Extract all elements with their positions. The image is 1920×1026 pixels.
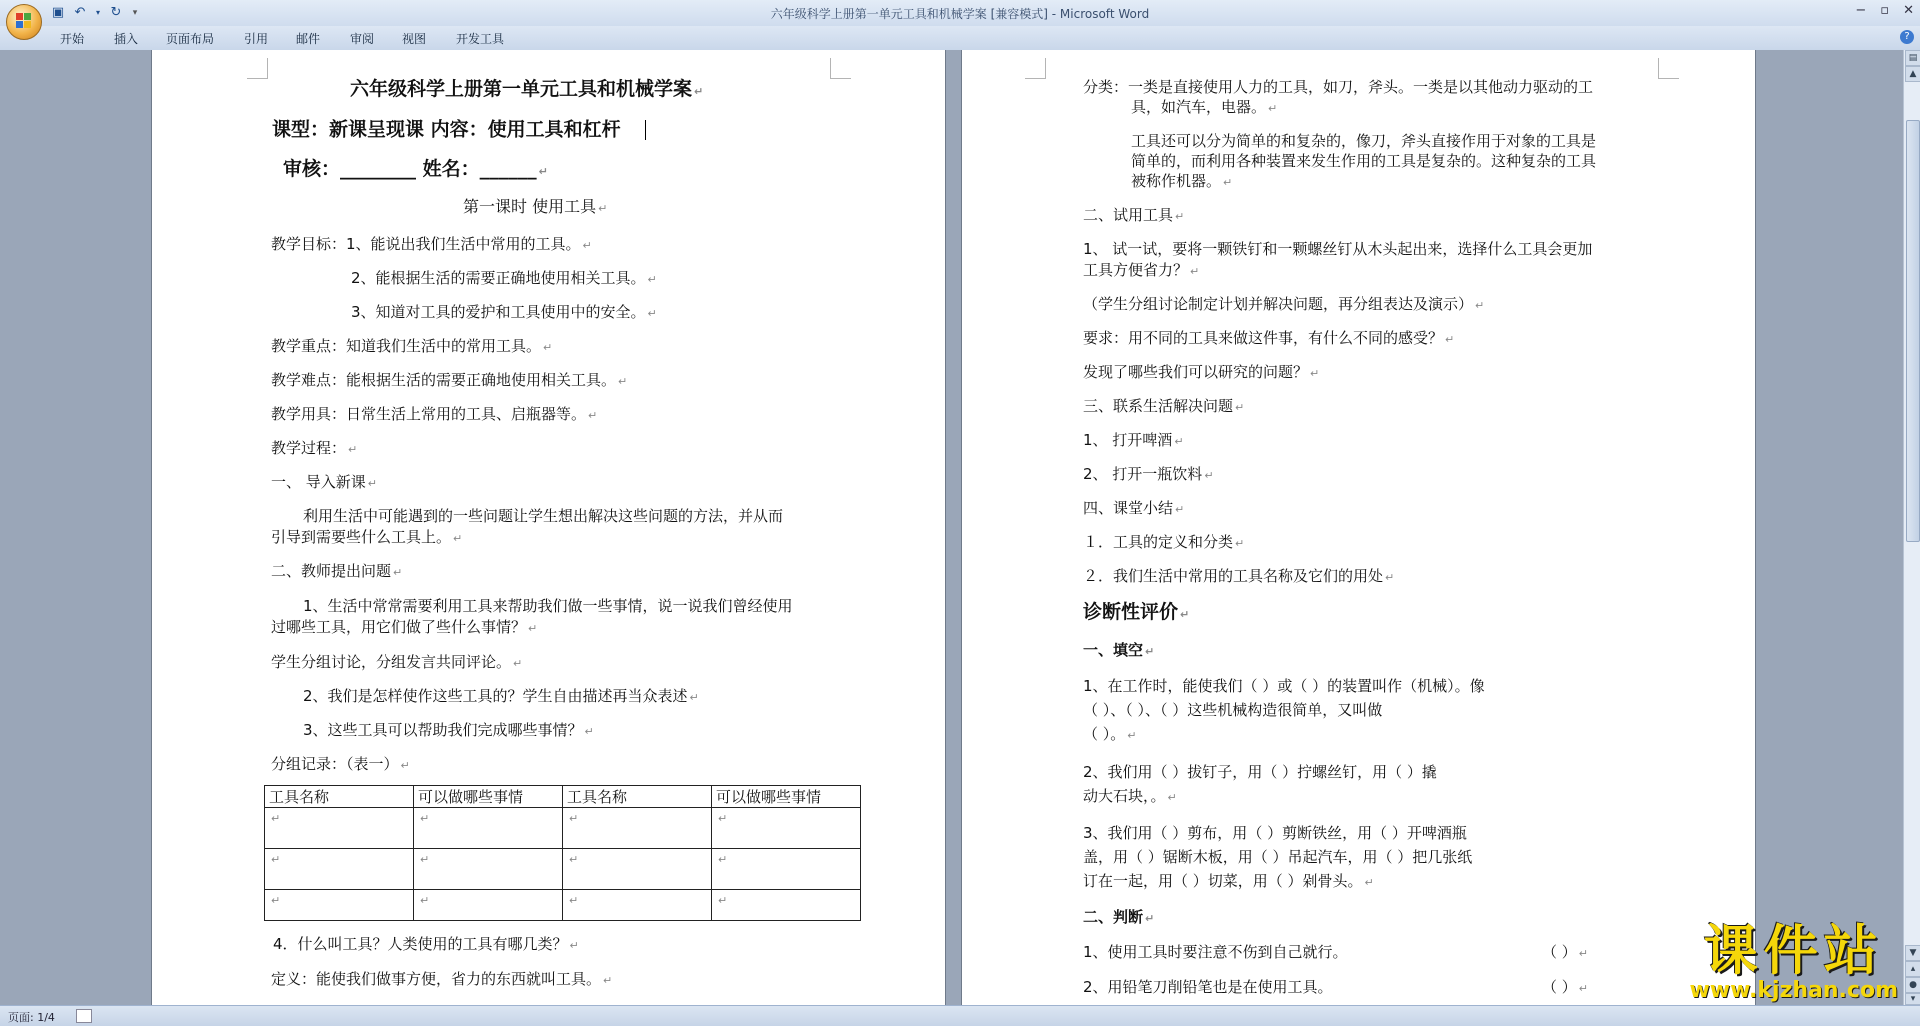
fill-1-line3: （ ）。 ↵	[1083, 725, 1137, 743]
teaching-tools: 教学用具：日常生活上常用的工具、启瓶器等。 ↵	[271, 405, 598, 423]
table-header-row	[265, 786, 861, 808]
scroll-thumb[interactable]	[1906, 120, 1920, 542]
intro-paragraph-line1: 利用生活中可能遇到的一些问题让学生想出解决这些问题的方法，并从而	[303, 507, 784, 525]
undo-icon[interactable]: ↶	[74, 5, 86, 20]
scroll-up-icon[interactable]: ▲	[1905, 66, 1920, 82]
review-line: 审核：________ 姓名：______ ↵	[283, 158, 548, 180]
ruler-toggle-icon[interactable]: ▤	[1905, 50, 1920, 66]
table-cell[interactable]: ↵	[712, 890, 861, 921]
goal-2: 2、能根据生活的需要正确地使用相关工具。 ↵	[351, 269, 657, 287]
tab-review[interactable]: 审阅	[350, 32, 375, 46]
judge-heading: 二、判断 ↵	[1083, 908, 1155, 926]
fill-3-line3: 订在一起，用（ ）切菜，用（ ）剁骨头。 ↵	[1083, 872, 1374, 890]
table-cell[interactable]: ↵	[265, 849, 414, 890]
title-bar	[0, 0, 1920, 27]
table-cell[interactable]: ↵	[563, 890, 712, 921]
help-icon[interactable]: ?	[1900, 30, 1914, 44]
watermark-url: www.kjzhan.com	[1689, 978, 1898, 1003]
tab-page-layout[interactable]: 页面布局	[166, 32, 215, 46]
judge-2-answer[interactable]: （ ） ↵	[1542, 978, 1588, 996]
document-area	[0, 50, 1904, 1005]
fill-2-line1: 2、我们用（ ）拔钉子，用（ ）拧螺丝钉，用（ ）撬	[1083, 763, 1437, 781]
table-header-cell[interactable]: 工具名称	[265, 786, 414, 808]
classification-line2: 具，如汽车，电器。 ↵	[1131, 98, 1278, 116]
definition: 定义：能使我们做事方便，省力的东西就叫工具。 ↵	[271, 970, 613, 988]
document-title: 六年级科学上册第一单元工具和机械学案 ↵	[350, 78, 704, 100]
window-title: 六年级科学上册第一单元工具和机械学案 [兼容模式] - Microsoft Word	[770, 7, 1150, 21]
crop-mark	[247, 58, 268, 79]
crop-mark	[830, 58, 851, 79]
window-controls	[1855, 3, 1914, 18]
redo-icon[interactable]: ↻	[110, 5, 122, 20]
life-item-2: 2、 打开一瓶饮料 ↵	[1083, 465, 1214, 483]
goal-1: 教学目标：1、能说出我们生活中常用的工具。 ↵	[271, 235, 592, 253]
group-record: 分组记录：（表一） ↵	[271, 755, 410, 773]
scroll-down-icon[interactable]: ▼	[1905, 945, 1920, 961]
next-page-icon[interactable]: ▾	[1905, 993, 1920, 1005]
watermark-title: 课件站	[1703, 919, 1884, 982]
group-plan: （学生分组讨论制定计划并解决问题，再分组表达及演示） ↵	[1083, 295, 1485, 313]
table-row	[265, 890, 861, 921]
requirement: 要求：用不同的工具来做这件事，有什么不同的感受？ ↵	[1083, 329, 1455, 347]
document-page-1[interactable]	[152, 50, 945, 1005]
section-try-tools: 二、试用工具 ↵	[1083, 206, 1185, 224]
undo-dropdown-icon[interactable]: ▾	[95, 8, 100, 17]
ribbon-tabs	[0, 26, 1920, 51]
select-browse-object-icon[interactable]: ●	[1905, 977, 1920, 993]
minimize-icon[interactable]: −	[1855, 3, 1867, 18]
summary-1: １．工具的定义和分类 ↵	[1083, 533, 1245, 551]
tab-insert[interactable]: 插入	[114, 32, 139, 46]
save-icon[interactable]: ▣	[51, 5, 65, 20]
question-3: 3、这些工具可以帮助我们完成哪些事情？ ↵	[303, 721, 594, 739]
table-cell[interactable]: ↵	[414, 849, 563, 890]
question-1-line2: 过哪些工具，用它们做了些什么事情？ ↵	[271, 618, 538, 636]
table-row	[265, 849, 861, 890]
vertical-scrollbar[interactable]	[1903, 50, 1920, 1005]
document-page-2[interactable]	[962, 50, 1755, 1005]
try-line1: 1、 试一试，要将一颗铁钉和一颗螺丝钉从木头起出来，选择什么工具会更加	[1083, 240, 1593, 258]
tab-developer[interactable]: 开发工具	[456, 32, 505, 46]
simple-complex-line1: 工具还可以分为简单的和复杂的，像刀，斧头直接作用于对象的工具是	[1131, 132, 1597, 150]
try-line2: 工具方便省力？ ↵	[1083, 261, 1200, 279]
table-row	[265, 808, 861, 849]
page-count[interactable]: 页面: 1/4	[8, 1011, 55, 1024]
life-item-1: 1、 打开啤酒 ↵	[1083, 431, 1184, 449]
section-summary: 四、课堂小结 ↵	[1083, 499, 1185, 517]
classification-line1: 分类：一类是直接使用人力的工具，如刀，斧头。一类是以其他动力驱动的工	[1083, 78, 1594, 96]
table-header-cell[interactable]: 可以做哪些事情	[414, 786, 563, 808]
table-header-cell[interactable]: 工具名称	[563, 786, 712, 808]
table-cell[interactable]: ↵	[712, 808, 861, 849]
table-cell[interactable]: ↵	[414, 890, 563, 921]
simple-complex-line3: 被称作机器。 ↵	[1131, 172, 1233, 190]
office-button[interactable]	[6, 4, 42, 40]
simple-complex-line2: 简单的，而利用各种装置来发生作用的工具是复杂的。这种复杂的工具	[1131, 152, 1597, 170]
table-header-cell[interactable]: 可以做哪些事情	[712, 786, 861, 808]
crop-mark	[1025, 58, 1046, 79]
difficult-point: 教学难点：能根据生活的需要正确地使用相关工具。 ↵	[271, 371, 628, 389]
table-cell[interactable]: ↵	[563, 849, 712, 890]
course-line: 课型：新课呈现课 内容：使用工具和杠杆	[272, 120, 646, 140]
status-bar	[0, 1005, 1920, 1026]
question-4: 4．什么叫工具？人类使用的工具有哪几类？ ↵	[273, 935, 579, 953]
fill-1-line1: 1、在工作时，能使我们（ ）或（ ）的装置叫作（机械）。像	[1083, 677, 1485, 695]
fill-2-line2: 动大石块，。 ↵	[1083, 787, 1177, 805]
tab-references[interactable]: 引用	[244, 32, 269, 46]
found-questions: 发现了哪些我们可以研究的问题？ ↵	[1083, 363, 1320, 381]
goal-3: 3、知道对工具的爱护和工具使用中的安全。 ↵	[351, 303, 657, 321]
judge-2: 2、用铅笔刀削铅笔也是在使用工具。	[1083, 978, 1333, 996]
office-logo-icon	[16, 13, 32, 29]
teaching-process: 教学过程： ↵	[271, 439, 358, 457]
fill-1-line2: （ ）、（ ）、（ ）这些机械构造很简单，又叫做	[1083, 701, 1383, 719]
record-table[interactable]	[264, 785, 861, 921]
crop-mark	[1658, 58, 1679, 79]
intro-paragraph-line2: 引导到需要些什么工具上。 ↵	[271, 528, 463, 546]
tab-home[interactable]: 开始	[60, 32, 85, 46]
key-point: 教学重点：知道我们生活中的常用工具。 ↵	[271, 337, 553, 355]
table-cell[interactable]: ↵	[414, 808, 563, 849]
fill-3-line2: 盖，用（ ）锯断木板，用（ ）吊起汽车，用（ ）把几张纸	[1083, 848, 1473, 866]
section-questions: 二、教师提出问题 ↵	[271, 562, 403, 580]
evaluation-heading: 诊断性评价 ↵	[1083, 601, 1190, 623]
tab-view[interactable]: 视图	[402, 32, 427, 46]
proofing-icon[interactable]	[76, 1009, 92, 1023]
table-cell[interactable]: ↵	[563, 808, 712, 849]
table-cell[interactable]: ↵	[265, 808, 414, 849]
close-icon[interactable]: ✕	[1903, 3, 1914, 18]
group-discussion: 学生分组讨论，分组发言共同评论。 ↵	[271, 653, 523, 671]
summary-2: ２．我们生活中常用的工具名称及它们的用处 ↵	[1083, 567, 1395, 585]
judge-1: 1、使用工具时要注意不伤到自己就行。	[1083, 943, 1348, 961]
lesson-title: 第一课时 使用工具 ↵	[463, 197, 608, 216]
table-cell[interactable]: ↵	[265, 890, 414, 921]
section-intro: 一、 导入新课 ↵	[271, 473, 377, 491]
question-2: 2、我们是怎样使作这些工具的？学生自由描述再当众表述 ↵	[303, 687, 699, 705]
judge-1-answer[interactable]: （ ） ↵	[1542, 943, 1588, 961]
text-cursor	[645, 120, 646, 140]
site-watermark	[1689, 919, 1898, 1003]
table-cell[interactable]: ↵	[712, 849, 861, 890]
section-life: 三、联系生活解决问题 ↵	[1083, 397, 1245, 415]
question-1-line1: 1、生活中常常需要利用工具来帮助我们做一些事情，说一说我们曾经使用	[303, 597, 793, 615]
customize-qat-icon[interactable]: ▾	[132, 8, 138, 18]
previous-page-icon[interactable]: ▴	[1905, 961, 1920, 977]
fill-3-line1: 3、我们用（ ）剪布，用（ ）剪断铁丝，用（ ）开啤酒瓶	[1083, 824, 1467, 842]
fill-blank-heading: 一、填空 ↵	[1083, 641, 1155, 659]
restore-icon[interactable]: ▫	[1880, 3, 1890, 18]
tab-mailings[interactable]: 邮件	[296, 32, 321, 46]
